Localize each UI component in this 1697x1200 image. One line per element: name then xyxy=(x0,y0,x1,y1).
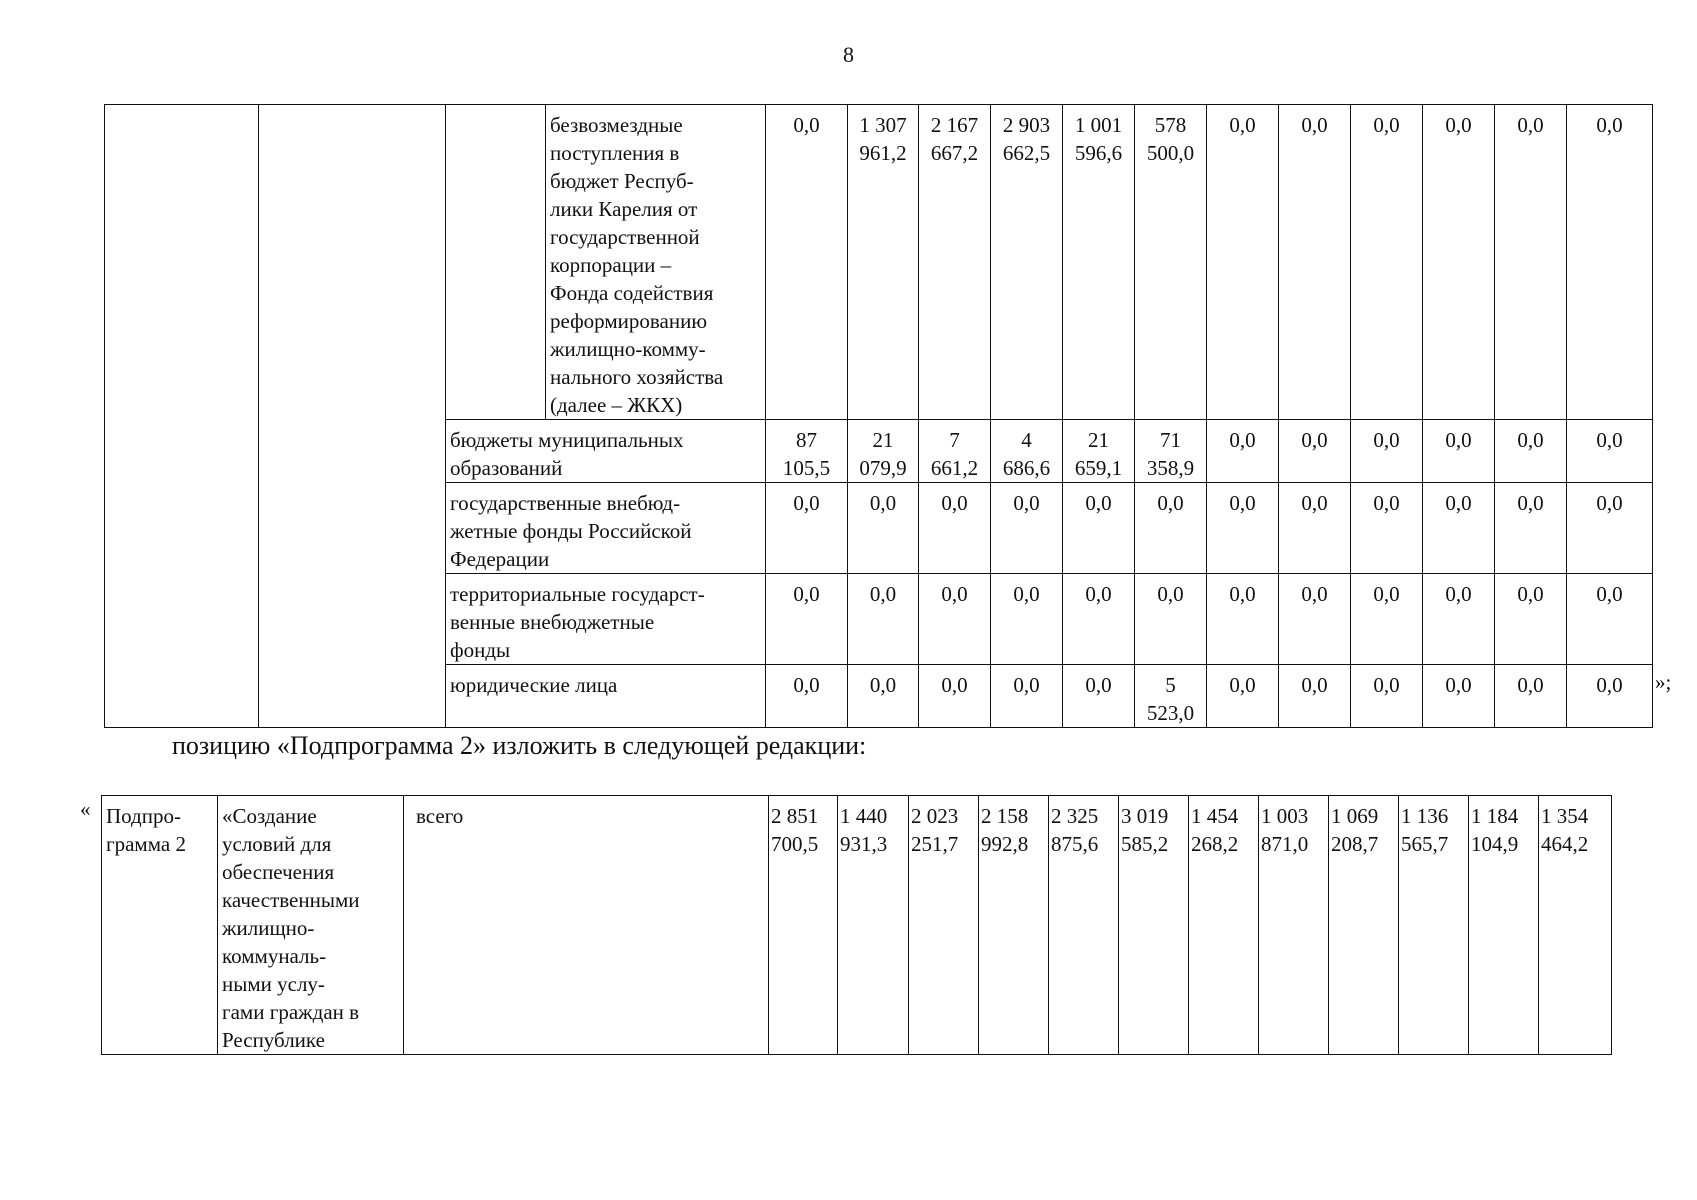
value-cell xyxy=(1063,105,1135,420)
value-cell xyxy=(1207,105,1279,420)
value-line: 875,6 xyxy=(1051,832,1099,856)
value-line: 0,0 xyxy=(1229,113,1256,137)
funding-source-line: поступления в xyxy=(550,141,680,165)
subprogram-title-line: Республике xyxy=(222,1028,325,1052)
value-line: 686,6 xyxy=(1002,456,1051,480)
value-line: 0,0 xyxy=(1596,113,1623,137)
value-line: 0,0 xyxy=(1373,491,1400,515)
value-line: 71 xyxy=(1160,428,1181,452)
value-cell xyxy=(769,796,838,1055)
value-line: 2 158 xyxy=(981,804,1029,828)
value-line: 0,0 xyxy=(1445,673,1472,697)
value-cell xyxy=(1135,105,1207,420)
value-cell xyxy=(1567,574,1653,665)
funding-source-line: жетные фонды Российской xyxy=(450,519,692,543)
value-line: 0,0 xyxy=(1013,673,1040,697)
blank-cell-col3 xyxy=(446,105,546,420)
value-cell xyxy=(1189,796,1259,1055)
value-cell xyxy=(1207,483,1279,574)
table-row xyxy=(105,105,1653,420)
closing-quote-mark: »; xyxy=(1655,670,1672,694)
value-line: 0,0 xyxy=(1445,582,1472,606)
value-line: 565,7 xyxy=(1401,832,1449,856)
value-line: 0,0 xyxy=(1373,582,1400,606)
value-cell xyxy=(1279,574,1351,665)
value-cell xyxy=(766,483,848,574)
funding-source-line: жилищно-комму- xyxy=(550,337,706,361)
value-cell xyxy=(1279,105,1351,420)
value-cell xyxy=(1063,420,1135,483)
funding-source-line: государственной xyxy=(550,225,700,249)
page-number: 8 xyxy=(843,42,854,67)
value-line: 0,0 xyxy=(869,582,897,606)
blank-cell-col2 xyxy=(259,105,446,728)
value-line: 992,8 xyxy=(981,832,1029,856)
funding-source-line: (далее – ЖКХ) xyxy=(550,393,683,417)
value-cell xyxy=(1423,574,1495,665)
instruction-text: позицию «Подпрограмма 2» изложить в следующей редакции: xyxy=(172,731,867,760)
funding-source-cell xyxy=(446,665,766,728)
value-line: 0,0 xyxy=(1596,491,1623,515)
table-row xyxy=(102,796,1612,1055)
value-line: 0,0 xyxy=(941,673,968,697)
value-cell xyxy=(848,483,919,574)
value-cell xyxy=(1423,665,1495,728)
value-cell xyxy=(1351,483,1423,574)
value-line: 079,9 xyxy=(859,456,907,480)
subprogram-title-line: жилищно- xyxy=(222,916,315,940)
subprogram-code-cell xyxy=(102,796,218,1055)
value-line: 358,9 xyxy=(1146,456,1195,480)
value-cell xyxy=(1119,796,1189,1055)
value-line: 0,0 xyxy=(1596,582,1623,606)
value-line: 0,0 xyxy=(1157,491,1184,515)
value-line: 87 xyxy=(796,428,817,452)
value-line: 500,0 xyxy=(1146,141,1195,165)
value-cell xyxy=(1063,483,1135,574)
funding-source-line: безвозмездные xyxy=(550,113,683,137)
value-cell xyxy=(1567,420,1653,483)
value-line: 208,7 xyxy=(1331,832,1379,856)
value-cell xyxy=(991,420,1063,483)
value-cell xyxy=(1279,665,1351,728)
value-line: 0,0 xyxy=(793,582,820,606)
value-line: 1 307 xyxy=(859,113,907,137)
value-cell xyxy=(1279,483,1351,574)
value-line: 0,0 xyxy=(1301,582,1328,606)
value-line: 0,0 xyxy=(1445,113,1472,137)
value-line: 2 023 xyxy=(911,804,959,828)
value-line: 0,0 xyxy=(941,582,968,606)
value-line: 0,0 xyxy=(1517,428,1544,452)
value-line: 0,0 xyxy=(1229,428,1256,452)
value-cell xyxy=(848,665,919,728)
value-cell xyxy=(1351,420,1423,483)
value-cell xyxy=(848,574,919,665)
value-line: 0,0 xyxy=(869,673,897,697)
value-cell xyxy=(766,105,848,420)
value-cell xyxy=(848,105,919,420)
value-cell xyxy=(1259,796,1329,1055)
value-cell xyxy=(991,105,1063,420)
value-cell xyxy=(1351,665,1423,728)
funding-source-line: образований xyxy=(450,456,563,480)
value-cell xyxy=(919,483,991,574)
funding-source-line: венные внебюджетные xyxy=(450,610,655,634)
funding-source-line: бюджет Респуб- xyxy=(550,169,694,193)
value-line: 931,3 xyxy=(840,832,888,856)
value-line: 0,0 xyxy=(1229,673,1256,697)
value-line: 1 001 xyxy=(1074,113,1123,137)
value-cell xyxy=(1495,483,1567,574)
value-line: 1 454 xyxy=(1191,804,1239,828)
value-line: 1 184 xyxy=(1471,804,1519,828)
subprogram-code-line: грамма 2 xyxy=(106,832,186,856)
value-line: 104,9 xyxy=(1471,832,1519,856)
value-line: 700,5 xyxy=(771,832,819,856)
value-line: 21 xyxy=(1088,428,1109,452)
value-line: 523,0 xyxy=(1146,701,1195,725)
value-line: 1 136 xyxy=(1401,804,1449,828)
value-line: 0,0 xyxy=(1373,113,1400,137)
subprogram-title-line: ными услу- xyxy=(222,972,325,996)
value-cell xyxy=(1135,665,1207,728)
value-cell xyxy=(1495,105,1567,420)
funding-source-line: государственные внебюд- xyxy=(450,491,681,515)
subprogram-title-line: условий для xyxy=(222,832,332,856)
blank-cell-col1 xyxy=(105,105,259,728)
value-line: 0,0 xyxy=(793,113,820,137)
value-cell xyxy=(1279,420,1351,483)
value-cell xyxy=(979,796,1049,1055)
funding-source-cell xyxy=(446,574,766,665)
value-cell xyxy=(1207,665,1279,728)
subprogram-2-table xyxy=(101,795,1612,1055)
value-line: 2 325 xyxy=(1051,804,1099,828)
value-line: 1 354 xyxy=(1541,804,1589,828)
value-cell xyxy=(1495,665,1567,728)
value-line: 0,0 xyxy=(1373,673,1400,697)
value-line: 0,0 xyxy=(1517,582,1544,606)
value-line: 0,0 xyxy=(1085,491,1112,515)
value-line: 0,0 xyxy=(1517,673,1544,697)
value-cell xyxy=(1207,574,1279,665)
funding-source-line: лики Карелия от xyxy=(550,197,698,221)
subprogram-title-line: качественными xyxy=(222,888,360,912)
value-cell xyxy=(838,796,909,1055)
value-line: 0,0 xyxy=(1229,582,1256,606)
value-line: 961,2 xyxy=(859,141,907,165)
funding-source-line: бюджеты муниципальных xyxy=(450,428,684,452)
value-cell xyxy=(1049,796,1119,1055)
value-line: 0,0 xyxy=(1445,428,1472,452)
value-cell xyxy=(919,574,991,665)
value-line: 585,2 xyxy=(1121,832,1169,856)
value-line: 21 xyxy=(872,428,894,452)
value-cell xyxy=(1567,105,1653,420)
value-line: 659,1 xyxy=(1074,456,1123,480)
value-cell xyxy=(919,665,991,728)
subprogram-title-cell xyxy=(218,796,404,1055)
value-line: 0,0 xyxy=(1085,673,1112,697)
value-line: 0,0 xyxy=(1013,491,1040,515)
value-cell xyxy=(848,420,919,483)
value-cell xyxy=(991,483,1063,574)
value-line: 0,0 xyxy=(1301,113,1328,137)
value-cell xyxy=(766,665,848,728)
value-line: 3 019 xyxy=(1121,804,1169,828)
value-line: 0,0 xyxy=(1085,582,1112,606)
value-line: 0,0 xyxy=(1445,491,1472,515)
value-line: 0,0 xyxy=(1157,582,1184,606)
value-line: 0,0 xyxy=(1517,113,1544,137)
subprogram-code-line: Подпро- xyxy=(106,804,181,828)
value-cell xyxy=(1423,420,1495,483)
value-line: 0,0 xyxy=(1517,491,1544,515)
value-cell xyxy=(1539,796,1612,1055)
value-cell xyxy=(919,420,991,483)
value-line: 2 167 xyxy=(930,113,979,137)
value-cell xyxy=(1423,483,1495,574)
funding-source-line: нального хозяйства xyxy=(550,365,724,389)
value-cell xyxy=(1063,665,1135,728)
value-cell xyxy=(1567,665,1653,728)
value-cell xyxy=(1063,574,1135,665)
value-line: 1 069 xyxy=(1331,804,1379,828)
funding-table-continued xyxy=(104,104,1653,728)
funding-source-line: корпорации – xyxy=(550,253,672,277)
value-cell xyxy=(991,665,1063,728)
value-line: 464,2 xyxy=(1541,832,1589,856)
value-cell xyxy=(766,420,848,483)
value-cell xyxy=(1351,105,1423,420)
funding-source-line: Федерации xyxy=(450,547,550,571)
value-line: 871,0 xyxy=(1261,832,1309,856)
value-line: 667,2 xyxy=(930,141,979,165)
funding-source-line: фонды xyxy=(450,638,511,662)
subprogram-title-line: гами граждан в xyxy=(222,1000,360,1024)
value-line: 7 xyxy=(949,428,960,452)
value-cell xyxy=(1207,420,1279,483)
value-line: 0,0 xyxy=(1373,428,1400,452)
value-line: 268,2 xyxy=(1191,832,1239,856)
value-cell xyxy=(919,105,991,420)
funding-source-line: Фонда содействия xyxy=(550,281,714,305)
value-cell xyxy=(1423,105,1495,420)
value-line: 0,0 xyxy=(1301,491,1328,515)
value-cell xyxy=(766,574,848,665)
value-cell xyxy=(1495,574,1567,665)
funding-source-cell xyxy=(404,796,769,1055)
value-line: 0,0 xyxy=(1301,428,1328,452)
value-line: 0,0 xyxy=(793,673,820,697)
opening-quote-mark: « xyxy=(80,797,91,821)
value-line: 251,7 xyxy=(911,832,959,856)
value-line: 0,0 xyxy=(869,491,897,515)
subprogram-title-line: обеспечения xyxy=(222,860,335,884)
subprogram-title-line: коммуналь- xyxy=(222,944,327,968)
value-cell xyxy=(909,796,979,1055)
value-line: 4 xyxy=(1021,428,1032,452)
value-line: 578 xyxy=(1154,113,1187,137)
subprogram-title-line: «Создание xyxy=(222,804,317,828)
funding-source-cell xyxy=(546,105,766,420)
value-line: 2 903 xyxy=(1002,113,1051,137)
funding-source-line: территориальные государст- xyxy=(450,582,705,606)
value-cell xyxy=(1399,796,1469,1055)
value-line: 662,5 xyxy=(1002,141,1051,165)
value-line: 0,0 xyxy=(1013,582,1040,606)
value-line: 0,0 xyxy=(1301,673,1328,697)
value-cell xyxy=(1135,574,1207,665)
value-cell xyxy=(1329,796,1399,1055)
value-line: 661,2 xyxy=(930,456,979,480)
funding-source-line: реформированию xyxy=(550,309,708,333)
value-line: 0,0 xyxy=(1596,673,1623,697)
value-cell xyxy=(1469,796,1539,1055)
value-line: 1 440 xyxy=(840,804,888,828)
value-cell xyxy=(1351,574,1423,665)
value-line: 5 xyxy=(1165,673,1176,697)
value-line: 596,6 xyxy=(1074,141,1123,165)
value-line: 0,0 xyxy=(1229,491,1256,515)
value-line: 0,0 xyxy=(793,491,820,515)
funding-source-line: юридические лица xyxy=(450,673,618,697)
value-line: 2 851 xyxy=(771,804,819,828)
value-line: 105,5 xyxy=(782,456,831,480)
value-line: 0,0 xyxy=(1596,428,1623,452)
funding-source-cell xyxy=(446,420,766,483)
value-line: 1 003 xyxy=(1261,804,1309,828)
value-cell xyxy=(1135,483,1207,574)
value-cell xyxy=(991,574,1063,665)
funding-source-cell xyxy=(446,483,766,574)
value-cell xyxy=(1135,420,1207,483)
value-cell xyxy=(1495,420,1567,483)
funding-source-label: всего xyxy=(416,804,464,828)
value-cell xyxy=(1567,483,1653,574)
value-line: 0,0 xyxy=(941,491,968,515)
